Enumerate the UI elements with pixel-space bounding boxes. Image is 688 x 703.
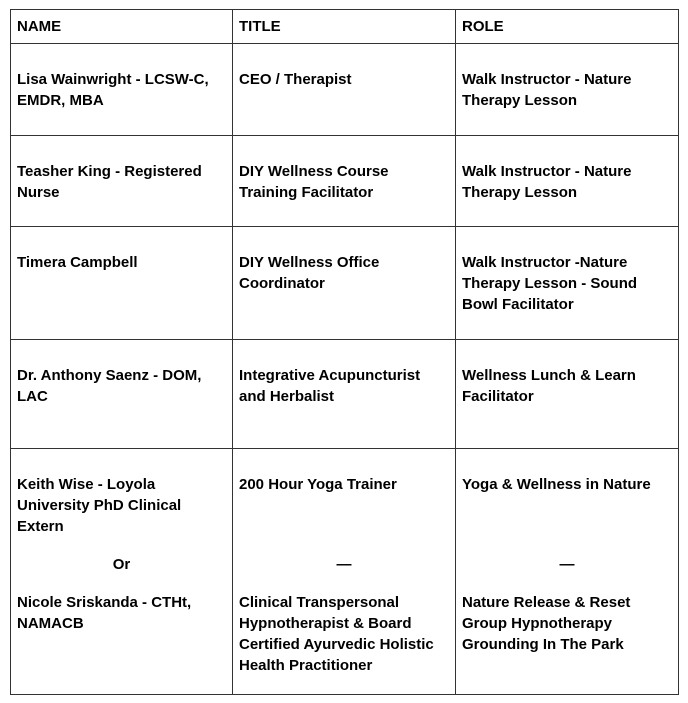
name-separator-or: Or [112,556,131,573]
cell-role: Walk Instructor -Nature Therapy Lesson - Sound Bowl Facilitator [456,227,679,340]
role-separator-dash: — [559,556,575,573]
cell-name: Timera Campbell [11,227,233,340]
staff-table [10,9,679,695]
header-row [11,10,679,44]
title-alternate: Clinical Transpersonal Hypnotherapist & Board Certified Ayurvedic Holistic Health Practitioner [239,594,434,674]
title-primary: 200 Hour Yoga Trainer [239,476,397,493]
cell-role: Walk Instructor - Nature Therapy Lesson [456,44,679,136]
cell-title: DIY Wellness Office Coordinator [233,227,456,340]
cell-role [456,449,679,695]
header-title: TITLE [233,10,456,44]
cell-role: Walk Instructor - Nature Therapy Lesson [456,136,679,227]
role-alternate: Nature Release & Reset Group Hypnotherapy Grounding In The Park [462,594,631,653]
cell-title: DIY Wellness Course Training Facilitator [233,136,456,227]
cell-name: Teasher King - Registered Nurse [11,136,233,227]
name-alternate: Nicole Sriskanda - CTHt, NAMACB [17,594,192,632]
table-row [11,227,679,340]
cell-title [233,449,456,695]
table-row [11,136,679,227]
header-name: NAME [11,10,233,44]
role-primary: Yoga & Wellness in Nature [462,476,651,493]
cell-name: Dr. Anthony Saenz - DOM, LAC [11,340,233,449]
cell-title: CEO / Therapist [233,44,456,136]
title-separator-dash: — [336,556,352,573]
table-row [11,44,679,136]
cell-role: Wellness Lunch & Learn Facilitator [456,340,679,449]
table-row [11,449,679,695]
cell-name [11,449,233,695]
header-role: ROLE [456,10,679,44]
cell-title: Integrative Acupuncturist and Herbalist [233,340,456,449]
table-row [11,340,679,449]
name-primary: Keith Wise - Loyola University PhD Clinical Extern [17,476,182,535]
cell-name: Lisa Wainwright - LCSW-C, EMDR, MBA [11,44,233,136]
